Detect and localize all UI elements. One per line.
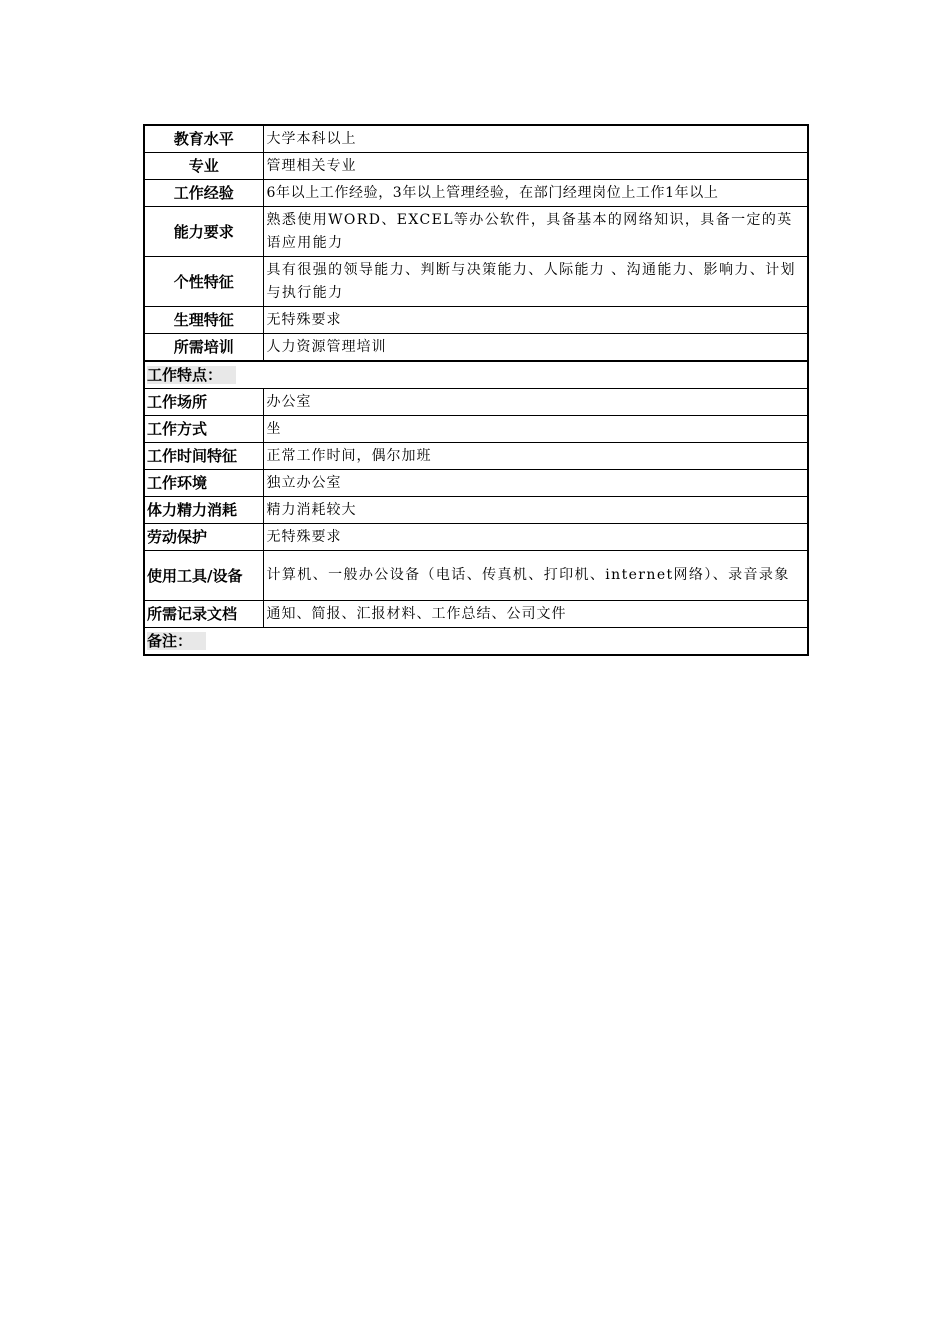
row-personality [144, 257, 808, 307]
row-documents [144, 601, 808, 628]
value-energy: 精力消耗较大 [263, 497, 808, 524]
label-major: 专业 [144, 153, 263, 180]
label-work-mode: 工作方式 [144, 416, 263, 443]
value-education: 大学本科以上 [263, 125, 808, 153]
label-documents: 所需记录文档 [144, 601, 263, 628]
row-ability [144, 207, 808, 257]
label-training: 所需培训 [144, 334, 263, 362]
label-education: 教育水平 [144, 125, 263, 153]
label-work-environment: 工作环境 [144, 470, 263, 497]
row-training [144, 334, 808, 362]
row-major [144, 153, 808, 180]
value-protection: 无特殊要求 [263, 524, 808, 551]
value-major: 管理相关专业 [263, 153, 808, 180]
label-protection: 劳动保护 [144, 524, 263, 551]
row-education [144, 125, 808, 153]
work-features-heading-cell [144, 361, 808, 389]
value-work-hours: 正常工作时间，偶尔加班 [263, 443, 808, 470]
value-documents: 通知、简报、汇报材料、工作总结、公司文件 [263, 601, 808, 628]
value-personality: 具有很强的领导能力、判断与决策能力、人际能力 、沟通能力、影响力、计划与执行能力 [263, 257, 808, 307]
work-features-heading: 工作特点： [147, 366, 236, 384]
value-work-mode: 坐 [263, 416, 808, 443]
value-work-environment: 独立办公室 [263, 470, 808, 497]
row-physical [144, 307, 808, 334]
label-tools: 使用工具/设备 [144, 551, 263, 601]
value-tools: 计算机、一般办公设备（电话、传真机、打印机、internet网络）、录音录象 [263, 551, 808, 601]
section-notes [144, 628, 808, 656]
label-personality: 个性特征 [144, 257, 263, 307]
job-description-table [143, 124, 809, 656]
label-ability: 能力要求 [144, 207, 263, 257]
label-experience: 工作经验 [144, 180, 263, 207]
row-experience [144, 180, 808, 207]
value-physical: 无特殊要求 [263, 307, 808, 334]
value-ability: 熟悉使用WORD、EXCEL等办公软件，具备基本的网络知识，具备一定的英语应用能力 [263, 207, 808, 257]
value-training: 人力资源管理培训 [263, 334, 808, 362]
row-work-mode [144, 416, 808, 443]
row-work-hours [144, 443, 808, 470]
notes-heading-cell [144, 628, 808, 656]
row-protection [144, 524, 808, 551]
value-workplace: 办公室 [263, 389, 808, 416]
value-experience: 6年以上工作经验，3年以上管理经验，在部门经理岗位上工作1年以上 [263, 180, 808, 207]
row-energy [144, 497, 808, 524]
notes-heading: 备注： [147, 632, 206, 650]
label-energy: 体力精力消耗 [144, 497, 263, 524]
row-tools [144, 551, 808, 601]
row-work-environment [144, 470, 808, 497]
row-workplace [144, 389, 808, 416]
label-work-hours: 工作时间特征 [144, 443, 263, 470]
label-physical: 生理特征 [144, 307, 263, 334]
section-work-features [144, 361, 808, 389]
label-workplace: 工作场所 [144, 389, 263, 416]
